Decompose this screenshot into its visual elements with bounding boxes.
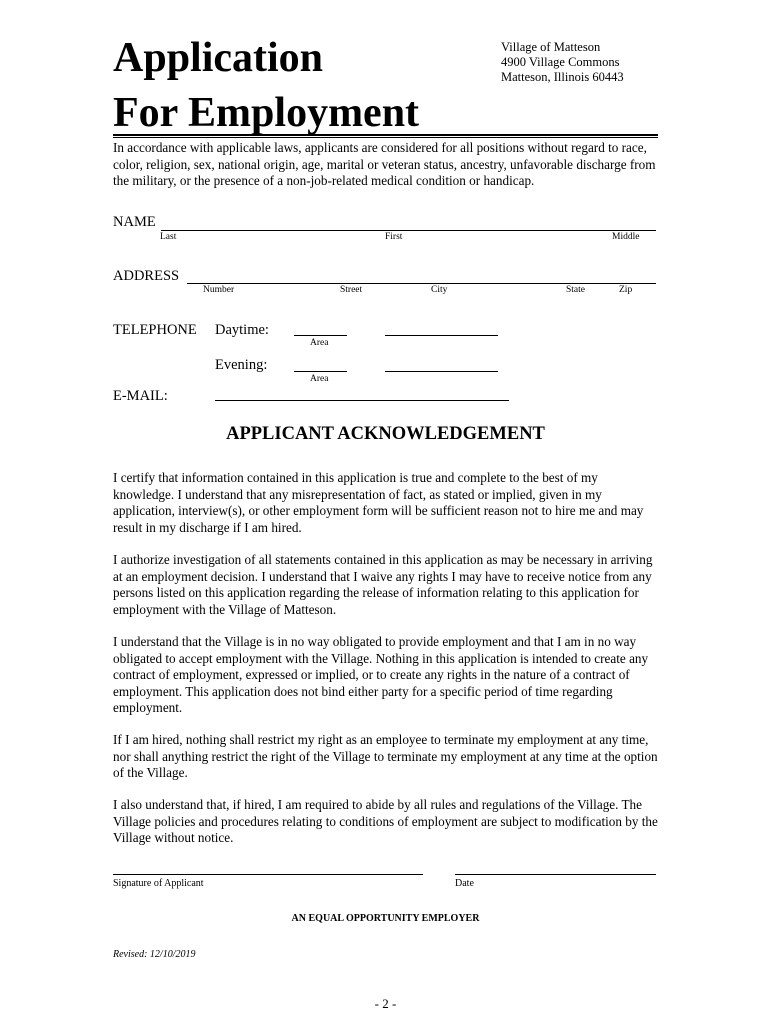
name-field[interactable] [161, 230, 656, 231]
revision-date: Revised: 12/10/2019 [113, 949, 196, 960]
daytime-phone-field[interactable] [385, 335, 498, 336]
address-city-sublabel: City [431, 285, 448, 295]
page-title-line2: For Employment [113, 90, 420, 136]
acknowledgement-heading: APPLICANT ACKNOWLEDGEMENT [226, 424, 545, 444]
address-number-sublabel: Number [203, 285, 235, 295]
evening-phone-field[interactable] [385, 371, 498, 372]
address-line: Village of Matteson [501, 40, 601, 54]
address-state-sublabel: State [566, 285, 585, 295]
acknowledgement-paragraph-5: I also understand that, if hired, I am required to abide by all rules and regulations of the Village. The Village policies and procedures relating to conditions of employment are subject to modification by the Village without notice. [113, 797, 658, 846]
name-first-sublabel: First [385, 232, 403, 242]
header-divider [113, 134, 658, 136]
address-line: 4900 Village Commons [501, 55, 620, 69]
evening-label: Evening: [215, 357, 268, 373]
address-line: Matteson, Illinois 60443 [501, 70, 624, 84]
daytime-label: Daytime: [215, 322, 269, 338]
acknowledgement-paragraph-2: I authorize investigation of all statements contained in this application as may be necessary in arriving at an employment decision. I understand that I waive any rights I may have to receive notice from any persons listed on this application regarding the release of information relating to this application for employment with the Village of Matteson. [113, 552, 653, 617]
address-field[interactable] [187, 283, 656, 284]
email-label: E-MAIL: [113, 388, 168, 404]
acknowledgement-paragraph-4: If I am hired, nothing shall restrict my right as an employee to terminate my employment at any time, nor shall anything restrict the right of the Village to terminate my employment at any time at the option of the Village. [113, 732, 658, 781]
page-title-line1: Application [113, 35, 324, 81]
acknowledgement-paragraph-1: I certify that information contained in this application is true and complete to the best of my knowledge. I understand that any misrepresentation of fact, as stated or implied, given in my application, interview(s), or other employment form will be sufficient reason not to hire me and may result in my discharge if I am hired. [113, 470, 644, 535]
daytime-area-sublabel: Area [310, 338, 329, 348]
address-street-sublabel: Street [340, 285, 363, 295]
telephone-label: TELEPHONE [113, 322, 197, 338]
acknowledgement-paragraph-3: I understand that the Village is in no way obligated to provide employment and that I am in no way obligated to accept employment with the Village. Nothing in this application is intended to create any contract of employment, expressed or implied, or to create any rights in the nature of a contract of employment. This application does not bind either party for a specific period of time regarding employment. [113, 634, 649, 716]
daytime-area-code-field[interactable] [294, 335, 347, 336]
email-field[interactable] [215, 400, 509, 401]
date-field[interactable] [455, 874, 656, 875]
name-label: NAME [113, 214, 156, 230]
signature-sublabel: Signature of Applicant [113, 878, 204, 889]
date-sublabel: Date [455, 878, 474, 889]
page-number: - 2 - [374, 996, 397, 1011]
address-zip-sublabel: Zip [619, 285, 633, 295]
intro-statement: In accordance with applicable laws, applicants are considered for all positions without regard to race, color, religion, sex, national origin, age, marital or veteran status, ancestry, unfavorable discharge from the military, or the presence of a non-job-related medical condition or handicap. [113, 140, 656, 189]
evening-area-code-field[interactable] [294, 371, 347, 372]
name-last-sublabel: Last [160, 232, 177, 242]
name-middle-sublabel: Middle [612, 232, 640, 242]
evening-area-sublabel: Area [310, 374, 329, 384]
organization-address [501, 40, 624, 85]
header-divider-thin [113, 137, 658, 138]
address-label: ADDRESS [113, 268, 180, 284]
equal-opportunity-notice: AN EQUAL OPPORTUNITY EMPLOYER [291, 913, 480, 924]
signature-field[interactable] [113, 874, 423, 875]
